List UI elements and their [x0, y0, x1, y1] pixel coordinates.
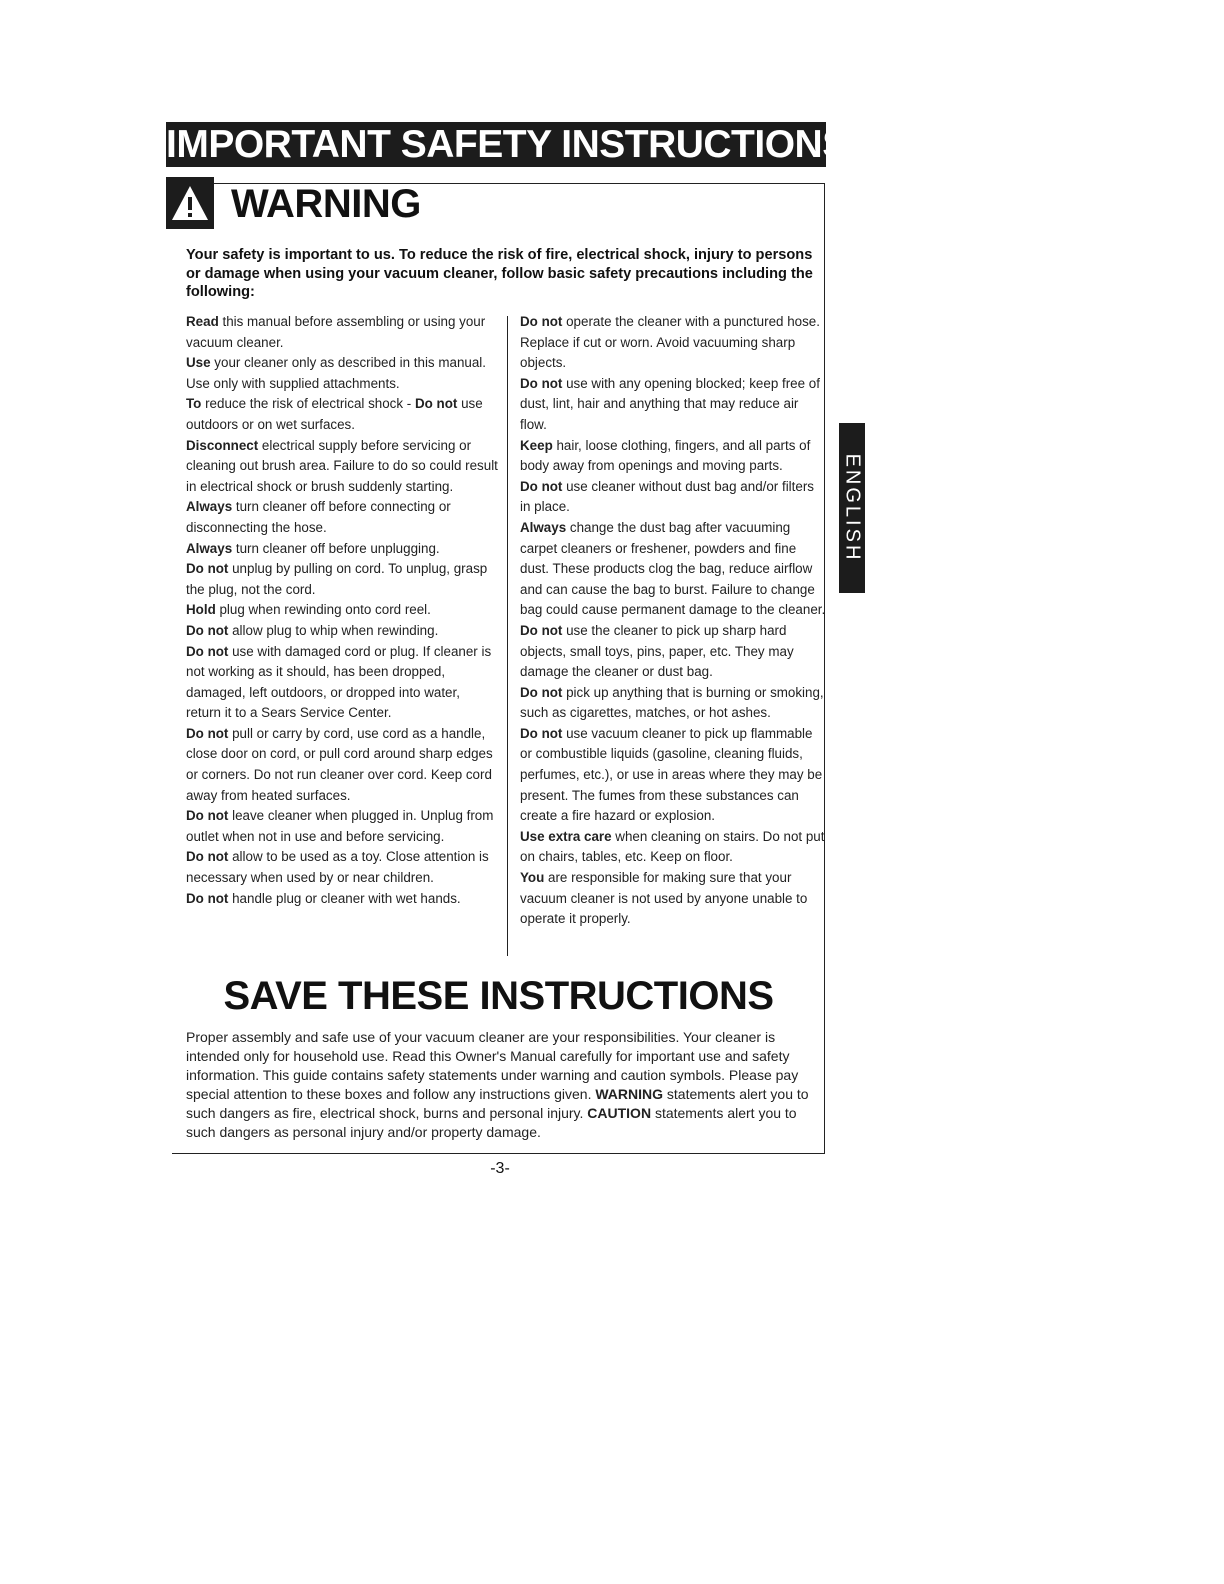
instruction-lead: Always [186, 540, 233, 556]
instruction-lead: Read [186, 314, 219, 329]
instruction-text: allow to be used as a toy. Close attention is necessary when used by or near children. [186, 849, 489, 886]
instruction-text: your cleaner only as described in this manual. Use only with supplied attachments. [186, 355, 486, 391]
instruction-item [520, 827, 826, 868]
instruction-text: plug when rewinding onto cord reel. [215, 602, 431, 618]
instruction-text: hair, loose clothing, fingers, and all parts of body away from openings and moving parts. [520, 437, 811, 474]
instruction-item [186, 600, 498, 621]
instruction-lead: Hold [186, 602, 216, 618]
caution-keyword: CAUTION [587, 1105, 652, 1121]
instruction-item [186, 847, 498, 888]
instruction-item [520, 724, 826, 827]
instruction-item [520, 436, 826, 477]
instruction-lead: Do not [186, 890, 229, 906]
instruction-item [520, 621, 826, 683]
page-title: IMPORTANT SAFETY INSTRUCTIONS [166, 123, 848, 166]
instruction-text: when cleaning on stairs. Do not put on chairs, tables, etc. Keep on floor. [520, 828, 825, 865]
instruction-text: allow plug to whip when rewinding. [228, 622, 439, 638]
instruction-text: use the cleaner to pick up sharp hard objects, small toys, pins, paper, etc. They may damage the cleaner or dust bag. [520, 622, 794, 680]
instruction-text: use cleaner without dust bag and/or filters in place. [520, 478, 814, 515]
instruction-text: use vacuum cleaner to pick up flammable or combustible liquids (gasoline, cleaning fluids, perfumes, etc.), or use in areas where they may be present. The fumes from these substances can create a fire hazard or explosion. [520, 725, 823, 824]
instruction-item [186, 436, 498, 498]
instruction-lead: Do not [186, 622, 229, 638]
instruction-text: use outdoors or on wet surfaces. [186, 396, 483, 432]
instruction-item [186, 724, 498, 806]
instruction-item [520, 683, 826, 724]
instruction-lead: Do not [520, 725, 563, 741]
instruction-lead: Do not [520, 478, 563, 494]
instruction-lead: Always [186, 499, 233, 515]
instruction-item [186, 621, 498, 642]
closing-text-3: statements alert you to such dangers as personal injury and/or property damage. [186, 1105, 797, 1140]
instruction-item [186, 806, 498, 847]
instruction-text: pull or carry by cord, use cord as a handle, close door on cord, or pull cord around sharp edges or corners. Do not run cleaner over cord. Keep cord away from heated surfaces. [186, 725, 493, 803]
instruction-lead: Do not [520, 684, 563, 700]
page-number: -3- [490, 1160, 510, 1177]
instruction-item [520, 374, 826, 436]
instruction-text: use with damaged cord or plug. If cleaner is not working as it should, has been dropped, damaged, left outdoors, or dropped into water, return it to a Sears Service Center. [186, 643, 492, 721]
left-instructions-column [186, 312, 498, 909]
instruction-text: handle plug or cleaner with wet hands. [228, 890, 461, 906]
instruction-lead: Do not [520, 314, 563, 329]
instruction-lead: To [186, 396, 202, 412]
instruction-text: operate the cleaner with a punctured hose. Replace if cut or worn. Avoid vacuuming sharp objects. [520, 314, 820, 371]
language-tab-label: ENGLISH [841, 453, 864, 563]
instruction-item [186, 539, 498, 560]
instruction-lead: Use extra care [520, 828, 612, 844]
instruction-text: electrical supply before servicing or cleaning out brush area. Failure to do so could result in electrical shock or brush suddenly starting. [186, 437, 498, 494]
instruction-text: turn cleaner off before unplugging. [232, 540, 440, 556]
instruction-text: use with any opening blocked; keep free of dust, lint, hair and anything that may reduce air flow. [520, 375, 820, 432]
instruction-text: turn cleaner off before connecting or disconnecting the hose. [186, 499, 451, 535]
instruction-lead: Disconnect [186, 437, 259, 453]
instruction-lead: Use [186, 355, 211, 371]
instruction-item [520, 477, 826, 518]
instruction-item [186, 497, 498, 538]
instruction-item [186, 394, 498, 435]
instruction-item [520, 868, 826, 930]
instruction-lead: Do not [520, 375, 563, 391]
warning-heading: WARNING [231, 182, 421, 226]
instruction-lead: Do not [520, 622, 563, 638]
instruction-item [186, 642, 498, 724]
column-divider [507, 316, 508, 956]
instruction-text: pick up anything that is burning or smoking, such as cigarettes, matches, or hot ashes. [520, 684, 824, 721]
closing-text-1: Proper assembly and safe use of your vacuum cleaner are your responsibilities. Your cleaner is intended only for household use. Read this Owner's Manual carefully for important use and safety information. This guide contains safety statements under warning and caution symbols. Please pay special attention to these boxes and follow any instructions given. [186, 1029, 799, 1102]
instruction-text: this manual before assembling or using your vacuum cleaner. [186, 314, 486, 350]
right-instructions-column [520, 312, 826, 930]
instruction-item [520, 312, 826, 374]
instruction-text: unplug by pulling on cord. To unplug, grasp the plug, not the cord. [186, 561, 488, 597]
instruction-lead: Do not [414, 396, 458, 412]
instruction-lead: Do not [186, 849, 229, 865]
closing-paragraph [186, 1028, 820, 1142]
instruction-lead: Always [520, 519, 567, 535]
instruction-text: reduce the risk of electrical shock - [201, 396, 415, 412]
instruction-text: change the dust bag after vacuuming carpet cleaners or freshener, powders and fine dust. These products clog the bag, reduce airflow and can cause the bag to burst. Failure to change bag could cause permanent damage to the cleaner. [520, 519, 826, 618]
instruction-item [186, 353, 498, 394]
instruction-lead: You [520, 870, 545, 886]
instruction-item [520, 518, 826, 621]
instruction-item [186, 889, 498, 910]
warning-intro: Your safety is important to us. To reduce the risk of fire, electrical shock, injury to persons or damage when using your vacuum cleaner, follow basic safety precautions including the following: [186, 247, 813, 300]
instruction-lead: Do not [186, 725, 229, 741]
instruction-text: leave cleaner when plugged in. Unplug from outlet when not in use and before servicing. [186, 808, 494, 844]
instruction-item [186, 312, 498, 353]
instruction-item [186, 559, 498, 600]
instruction-lead: Do not [186, 808, 229, 824]
save-instructions-heading: SAVE THESE INSTRUCTIONS [223, 974, 774, 1018]
instruction-lead: Do not [186, 643, 229, 659]
instruction-text: are responsible for making sure that your vacuum cleaner is not used by anyone unable to operate it properly. [520, 870, 808, 927]
instruction-lead: Keep [520, 437, 553, 453]
warning-triangle-icon [166, 177, 214, 229]
warning-keyword: WARNING [595, 1086, 664, 1102]
instruction-lead: Do not [186, 561, 229, 577]
closing-text-2: statements alert you to such dangers as fire, electrical shock, burns and personal injury. [186, 1086, 809, 1121]
